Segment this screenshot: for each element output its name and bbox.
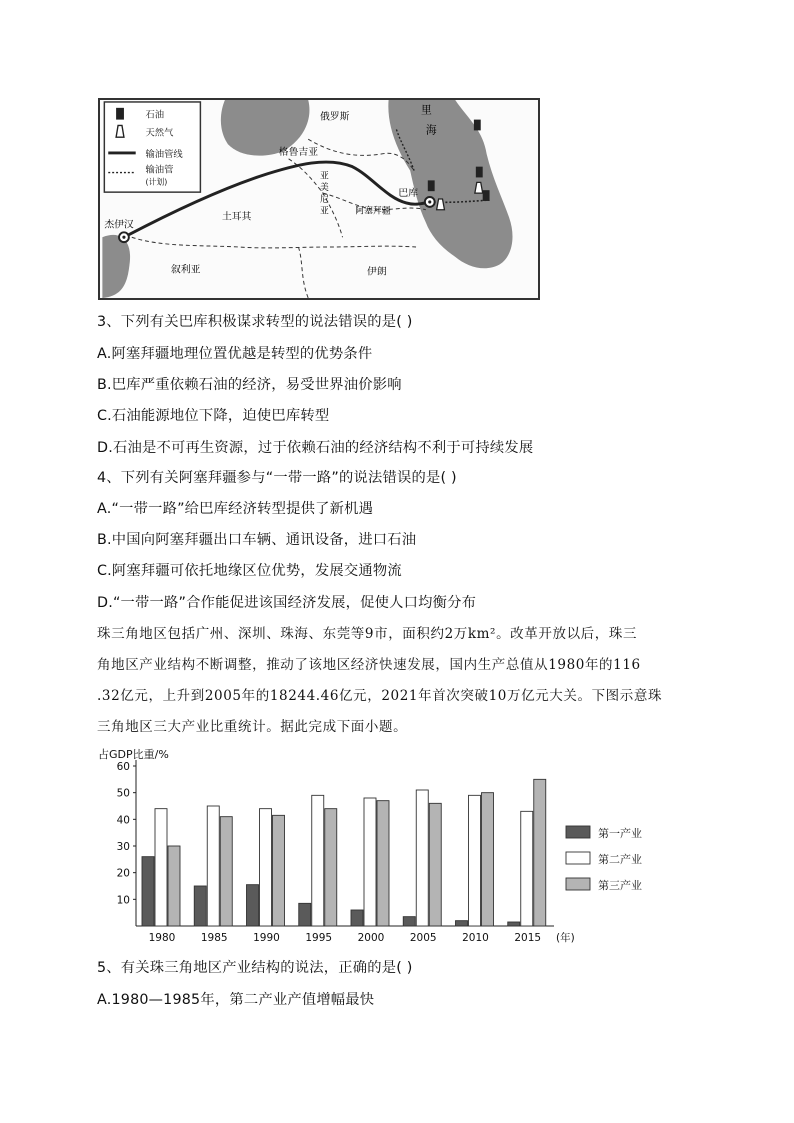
bar-1990-2 <box>260 809 272 926</box>
bar-2010-3 <box>482 793 494 926</box>
x-tick-label: 2000 <box>357 932 385 944</box>
y-tick-label: 50 <box>116 787 130 800</box>
legend-planned-label-2: (计划) <box>145 177 168 187</box>
x-tick-label: 2005 <box>409 932 437 944</box>
y-tick-label: 30 <box>116 841 130 853</box>
border-iran-west <box>298 247 308 298</box>
y-tick-label: 20 <box>116 867 130 880</box>
bar-chart <box>96 746 656 946</box>
label-iran: 伊朗 <box>367 266 387 278</box>
label-syria: 叙利亚 <box>170 264 201 276</box>
legend-swatch-2 <box>566 852 590 864</box>
label-turkey: 土耳其 <box>221 211 252 223</box>
gas-icon-caspian <box>475 182 483 193</box>
bar-2010-1 <box>456 921 468 926</box>
bar-2015-2 <box>521 811 533 926</box>
label-armenia-1: 亚 <box>319 171 329 182</box>
oil-icon-caspian-2 <box>476 167 483 178</box>
x-tick-label: 2010 <box>462 932 489 944</box>
label-caspian-1: 里 <box>420 103 432 117</box>
bar-2010-2 <box>469 795 481 926</box>
bar-2015-3 <box>534 779 546 926</box>
gas-legend-icon <box>116 125 124 137</box>
q5-option-a: A.1980—1985年，第二产业产值增幅最快 <box>97 992 375 1008</box>
label-baku: 巴库 <box>398 188 418 200</box>
legend-label-2: 第二产业 <box>598 853 642 866</box>
legend-gas-label: 天然气 <box>145 127 174 139</box>
passage-line-3: .32亿元，上升到2005年的18244.46亿元，2021年首次突破10万亿元大关。下图示意珠 <box>97 688 663 704</box>
bar-2000-2 <box>364 798 376 926</box>
label-georgia: 格鲁吉亚 <box>278 146 318 158</box>
oil-icon-baku <box>428 180 435 191</box>
q3-option-d: D.石油是不可再生资源，过于依赖石油的经济结构不利于可持续发展 <box>97 440 534 456</box>
bar-2005-1 <box>403 917 415 926</box>
q5-stem: 5、有关珠三角地区产业结构的说法，正确的是( ) <box>97 960 413 976</box>
label-armenia-3: 尼 <box>319 194 329 205</box>
bar-2000-1 <box>351 910 363 926</box>
x-tick-label: 1995 <box>305 932 333 944</box>
x-tick-label: 1980 <box>148 932 176 944</box>
legend-swatch-1 <box>566 826 590 838</box>
oil-legend-icon <box>116 108 124 120</box>
label-azerbaijan: 阿塞拜疆 <box>355 206 391 217</box>
q4-option-c: C.阿塞拜疆可依托地缘区位优势，发展交通物流 <box>97 563 402 579</box>
y-tick-label: 40 <box>116 814 130 827</box>
x-tick-label: 2015 <box>514 932 542 944</box>
q3-option-b: B.巴库严重依赖石油的经济，易受世界油价影响 <box>97 377 402 393</box>
x-tick-label: 1990 <box>253 932 280 944</box>
q3-option-c: C.石油能源地位下降，迫使巴库转型 <box>97 408 330 424</box>
bar-1990-1 <box>247 885 259 926</box>
bar-1990-3 <box>273 815 285 926</box>
bar-1995-1 <box>299 903 311 926</box>
caspian-pipeline-map <box>98 98 540 300</box>
legend-label-3: 第三产业 <box>598 879 642 892</box>
legend-oil-label: 石油 <box>145 109 165 121</box>
border-turkey-east <box>289 159 343 237</box>
y-tick-label: 60 <box>116 761 130 773</box>
label-armenia-4: 亚 <box>319 206 329 217</box>
passage-line-2: 角地区产业结构不断调整，推动了该地区经济快速发展，国内生产总值从1980年的116 <box>97 657 641 673</box>
x-tick-label: 1985 <box>200 932 228 944</box>
y-axis-title: 占GDP比重/% <box>98 748 169 761</box>
bar-1985-1 <box>194 886 206 926</box>
passage-line-4: 三角地区三大产业比重统计。据此完成下面小题。 <box>97 719 408 735</box>
bar-1995-2 <box>312 795 324 926</box>
q4-option-a: A.“一带一路”给巴库经济转型提供了新机遇 <box>97 501 374 517</box>
bar-2015-1 <box>508 922 520 926</box>
gas-icon-baku <box>437 199 445 210</box>
label-caspian-2: 海 <box>425 123 437 137</box>
x-axis-unit: (年) <box>556 932 575 944</box>
label-armenia-2: 美 <box>319 183 329 194</box>
legend-label-1: 第一产业 <box>598 827 642 840</box>
oil-icon-caspian-3 <box>483 190 490 201</box>
bar-1980-2 <box>155 809 167 926</box>
legend-swatch-3 <box>566 878 590 890</box>
label-ceyhan: 杰伊汉 <box>104 219 134 231</box>
legend-pipeline-label: 输油管线 <box>145 148 183 160</box>
bar-1985-3 <box>220 817 232 926</box>
bar-1995-3 <box>325 809 337 926</box>
q3-stem: 3、下列有关巴库积极谋求转型的说法错误的是( ) <box>97 314 413 330</box>
passage-line-1: 珠三角地区包括广州、深圳、珠海、东莞等9市，面积约2万km²。改革开放以后，珠三 <box>97 626 638 642</box>
q4-option-b: B.中国向阿塞拜疆出口车辆、通讯设备，进口石油 <box>97 532 417 548</box>
label-russia: 俄罗斯 <box>319 111 350 123</box>
bar-2005-3 <box>429 803 441 926</box>
q4-option-d: D.“一带一路”合作能促进该国经济发展，促使人口均衡分布 <box>97 595 477 611</box>
industry-share-chart <box>96 746 656 946</box>
bar-2000-3 <box>377 801 389 926</box>
oil-icon-caspian-1 <box>474 120 481 131</box>
legend-planned-label-1: 输油管 <box>145 164 174 176</box>
bar-1980-1 <box>142 857 154 926</box>
mediterranean-shape <box>102 235 130 298</box>
caspian-sea-shape <box>388 100 512 268</box>
border-syria-iran <box>132 237 416 248</box>
q3-option-a: A.阿塞拜疆地理位置优越是转型的优势条件 <box>97 346 373 362</box>
bar-1985-2 <box>207 806 219 926</box>
bar-1980-3 <box>168 846 180 926</box>
y-tick-label: 10 <box>116 894 130 907</box>
map-figure <box>100 100 538 298</box>
bar-2005-2 <box>416 790 428 926</box>
q4-stem: 4、下列有关阿塞拜疆参与“一带一路”的说法错误的是( ) <box>97 470 457 486</box>
